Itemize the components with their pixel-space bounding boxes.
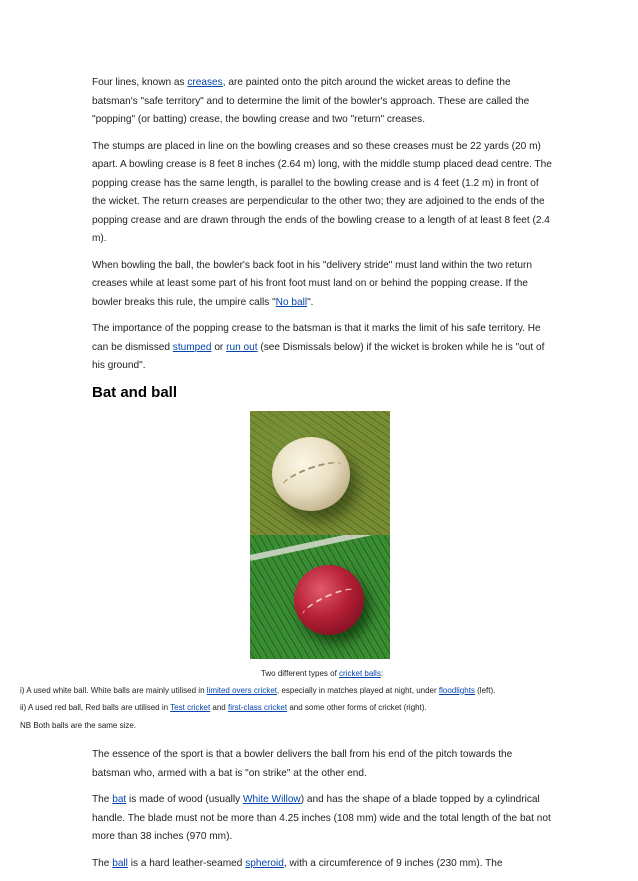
link-ball[interactable]: ball [112, 857, 128, 869]
red-ball-photo [250, 535, 390, 659]
link-creases[interactable]: creases [187, 77, 223, 88]
text: The [92, 794, 113, 805]
figure-caption [92, 667, 552, 680]
paragraph-bowling [92, 257, 552, 313]
text: is made of wood (usually [126, 794, 243, 805]
red-ball [294, 565, 364, 635]
text: When bowling the ball, the bowler's back foot in his "delivery stride" must land within the two return creases while at least some part of his front foot must land on or behind the popping crease. If the bowler breaks this rule, the umpire calls " [92, 259, 532, 308]
crease-line [250, 535, 388, 561]
text: ) and has the shape of a blade topped by a cylindrical handle. The blade must not be more than 4.25 inches (108 mm) wide and the total length of the bat not more than 38 inches (970 mm). [92, 794, 551, 842]
seam [279, 456, 345, 495]
caption-note: NB Both balls are the same size. [20, 720, 137, 730]
link-spheroid[interactable]: spheroid [245, 857, 284, 869]
text: (see Dismissals below) if the wicket is broken while he is "out of his ground". [92, 341, 545, 371]
text: is a hard leather-seamed [127, 857, 246, 869]
text: The importance of the popping crease to the batsman is that it marks the limit of his safe territory. He can be dismissed [92, 323, 541, 353]
cricket-balls-figure [250, 411, 390, 659]
link-cricket-balls[interactable]: cricket balls [339, 668, 381, 678]
link-run-out[interactable]: run out [226, 341, 258, 353]
text: ". [307, 296, 314, 308]
text: : [380, 668, 384, 678]
link-bat[interactable]: bat [112, 794, 127, 805]
text: i) A used white ball. White balls are mainly utilised in [20, 685, 207, 695]
white-ball [272, 437, 350, 511]
link-no-ball[interactable]: No ball [275, 296, 308, 308]
text: and some other forms of cricket (right). [287, 703, 427, 712]
link-limited-overs[interactable]: limited overs cricket [206, 685, 278, 695]
document-page [20, 74, 552, 881]
link-floodlights[interactable]: floodlights [438, 685, 475, 695]
text: , are painted onto the pitch around the wicket areas to define the batsman's "safe territory" and to determine the limit of the bowler's approach. These are called the "popping" (or batting) crease, the bowling crease and two "return" creases. [92, 77, 530, 125]
caption-red-ball [20, 701, 540, 715]
paragraph-essence: The essence of the sport is that a bowler delivers the ball from his end of the pitch towards the batsman who, armed with a bat is "on strike" at the other end. [92, 749, 513, 779]
link-white-willow[interactable]: White Willow [242, 794, 301, 805]
text: or [211, 341, 227, 353]
section-heading: Bat and ball [92, 383, 178, 401]
text: , with a circumference of 9 inches (230 mm). The [283, 857, 503, 869]
paragraph-bat [92, 791, 552, 847]
paragraph-stumps: The stumps are placed in line on the bowling creases and so these creases must be 22 yards (20 m) apart. A bowling crease is 8 feet 8 inches (2.64 m) long, with the middle stump placed dead centre. The popping crease has the same length, is parallel to the bowling crease and is 4 feet (1.2 m) in front of the wicket. The return creases are perpendicular to the other two; they are adjoined to the ends of the popping crease and are drawn through the ends of the bowling crease to a length of at least 8 feet (2.4 m). [92, 140, 552, 244]
paragraph-creases [92, 74, 552, 130]
white-ball-photo [250, 411, 390, 535]
link-test-cricket[interactable]: Test cricket [170, 703, 211, 712]
text: The [92, 857, 113, 869]
text: ii) A used red ball, Red balls are utilised in [20, 703, 171, 712]
text: and [210, 703, 228, 712]
paragraph-ball [92, 855, 552, 874]
caption-white-ball [20, 684, 540, 698]
text: Four lines, known as [92, 77, 188, 88]
text: Two different types of [260, 668, 340, 678]
text: , especially in matches played at night, under [277, 685, 439, 695]
text: (left). [474, 685, 496, 695]
link-first-class[interactable]: first-class cricket [227, 703, 288, 712]
seam [299, 583, 358, 622]
spacer [92, 736, 552, 746]
link-stumped[interactable]: stumped [172, 341, 212, 353]
paragraph-popping-crease [92, 320, 552, 376]
